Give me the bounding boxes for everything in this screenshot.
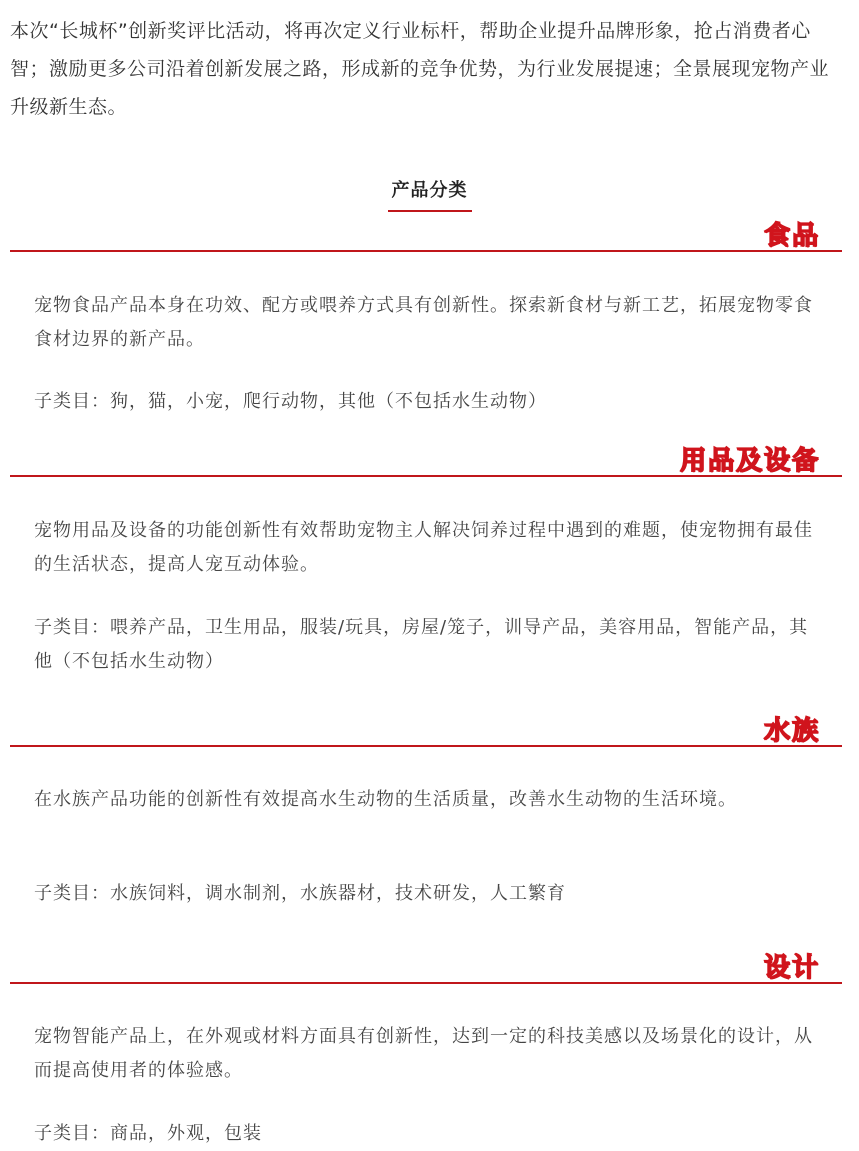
category-header-supplies (10, 441, 842, 477)
category-title: 用品及设备 (679, 446, 820, 476)
category-subcategories: 子类目：狗，猫，小宠，爬行动物，其他（不包括水生动物） (34, 391, 547, 412)
category-header-food (10, 216, 842, 252)
category-subcategories: 子类目：商品，外观，包装 (34, 1123, 262, 1144)
category-title: 食品 (763, 221, 820, 251)
category-header-aquarium (10, 711, 842, 747)
category-header-design (10, 948, 842, 984)
category-subcategories: 子类目：水族饲料，调水制剂，水族器材，技术研发，人工繁育 (34, 883, 566, 904)
category-subcategories: 子类目：喂养产品，卫生用品，服装/玩具，房屋/笼子，训导产品，美容用品，智能产品，其他（不包括水生动物） (34, 617, 809, 672)
category-description: 在水族产品功能的创新性有效提高水生动物的生活质量，改善水生动物的生活环境。 (34, 789, 737, 810)
section-heading (0, 176, 859, 212)
category-title: 水族 (763, 716, 820, 746)
category-description: 宠物智能产品上，在外观或材料方面具有创新性，达到一定的科技美感以及场景化的设计，从而提高使用者的体验感。 (34, 1026, 813, 1081)
category-title: 设计 (763, 953, 820, 983)
intro-paragraph: 本次“长城杯”创新奖评比活动，将再次定义行业标杆，帮助企业提升品牌形象，抢占消费者心智；激励更多公司沿着创新发展之路，形成新的竞争优势，为行业发展提速；全景展现宠物产业升级新生态。 (10, 20, 830, 118)
category-description: 宠物食品产品本身在功效、配方或喂养方式具有创新性。探索新食材与新工艺，拓展宠物零食食材边界的新产品。 (34, 295, 813, 350)
section-title: 产品分类 (388, 176, 472, 212)
category-description: 宠物用品及设备的功能创新性有效帮助宠物主人解决饲养过程中遇到的难题，使宠物拥有最佳的生活状态，提高人宠互动体验。 (34, 520, 813, 575)
